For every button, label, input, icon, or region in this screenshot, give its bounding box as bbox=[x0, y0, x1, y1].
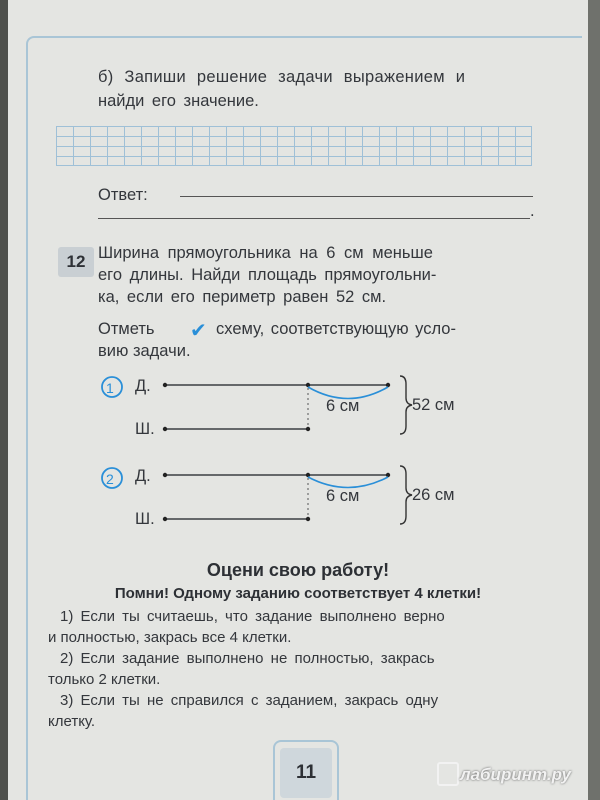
scheme-2-brace bbox=[400, 466, 412, 524]
labirint-logo-icon bbox=[437, 762, 459, 786]
scheme-1-number: 1 bbox=[106, 380, 114, 396]
part-b-text-line1: б) Запиши решение задачи выражением и bbox=[98, 68, 466, 86]
scheme-2-number: 2 bbox=[106, 471, 114, 487]
assessment-line-4: только 2 клетки. bbox=[48, 671, 161, 688]
scheme-2-width-end-dot bbox=[306, 517, 310, 521]
scheme-2-length-label: Д. bbox=[135, 467, 151, 485]
assessment-line-5: 3) Если ты не справился с заданием, закрась одну bbox=[60, 692, 439, 709]
part-b-text-line2: найди его значение. bbox=[98, 92, 259, 110]
watermark-text: лабиринт.ру bbox=[460, 765, 571, 784]
instruction-line2: вию задачи. bbox=[98, 342, 191, 360]
scheme-1-difference-label: 6 см bbox=[326, 397, 360, 415]
scheme-2-length-end-dot bbox=[386, 473, 390, 477]
answer-label: Ответ: bbox=[98, 186, 148, 204]
page-edge-shadow bbox=[0, 0, 8, 800]
answer-period: . bbox=[530, 202, 535, 220]
assessment-line-6: клетку. bbox=[48, 713, 96, 730]
self-assessment-title: Оцени свою работу! bbox=[206, 560, 390, 580]
page-number: 11 bbox=[280, 748, 332, 798]
page-number-tab bbox=[273, 740, 339, 800]
workbook-page bbox=[8, 0, 588, 800]
instruction-end: схему, соответствующую усло- bbox=[216, 320, 456, 338]
instruction-start: Отметь bbox=[98, 320, 155, 338]
assessment-line-2: и полностью, закрась все 4 клетки. bbox=[48, 629, 292, 646]
scheme-2-length-start-dot bbox=[163, 473, 167, 477]
scheme-1-width-label: Ш. bbox=[135, 420, 155, 438]
scheme-2-length-mid-dot bbox=[306, 473, 310, 477]
scheme-2-difference-label: 6 см bbox=[326, 487, 360, 505]
task-text-line2: его длины. Найди площадь прямоугольни- bbox=[98, 266, 437, 284]
task-number-badge: 12 bbox=[58, 247, 94, 277]
assessment-line-3: 2) Если задание выполнено не полностью, закрась bbox=[60, 650, 435, 667]
task-text-line3: ка, если его периметр равен 52 см. bbox=[98, 288, 387, 306]
scheme-2-width-start-dot bbox=[163, 517, 167, 521]
scheme-2-total-label: 26 см bbox=[412, 486, 455, 504]
assessment-line-1: 1) Если ты считаешь, что задание выполнено верно bbox=[60, 608, 445, 625]
scheme-1-length-label: Д. bbox=[135, 377, 151, 395]
scheme-1-total-label: 52 см bbox=[412, 396, 455, 414]
scheme-2-width-label: Ш. bbox=[135, 510, 155, 528]
self-assessment-remember: Помни! Одному заданию соответствует 4 клетки! bbox=[114, 585, 482, 602]
task-text-line1: Ширина прямоугольника на 6 см меньше bbox=[98, 244, 433, 262]
check-mark-icon: ✔ bbox=[190, 320, 207, 342]
